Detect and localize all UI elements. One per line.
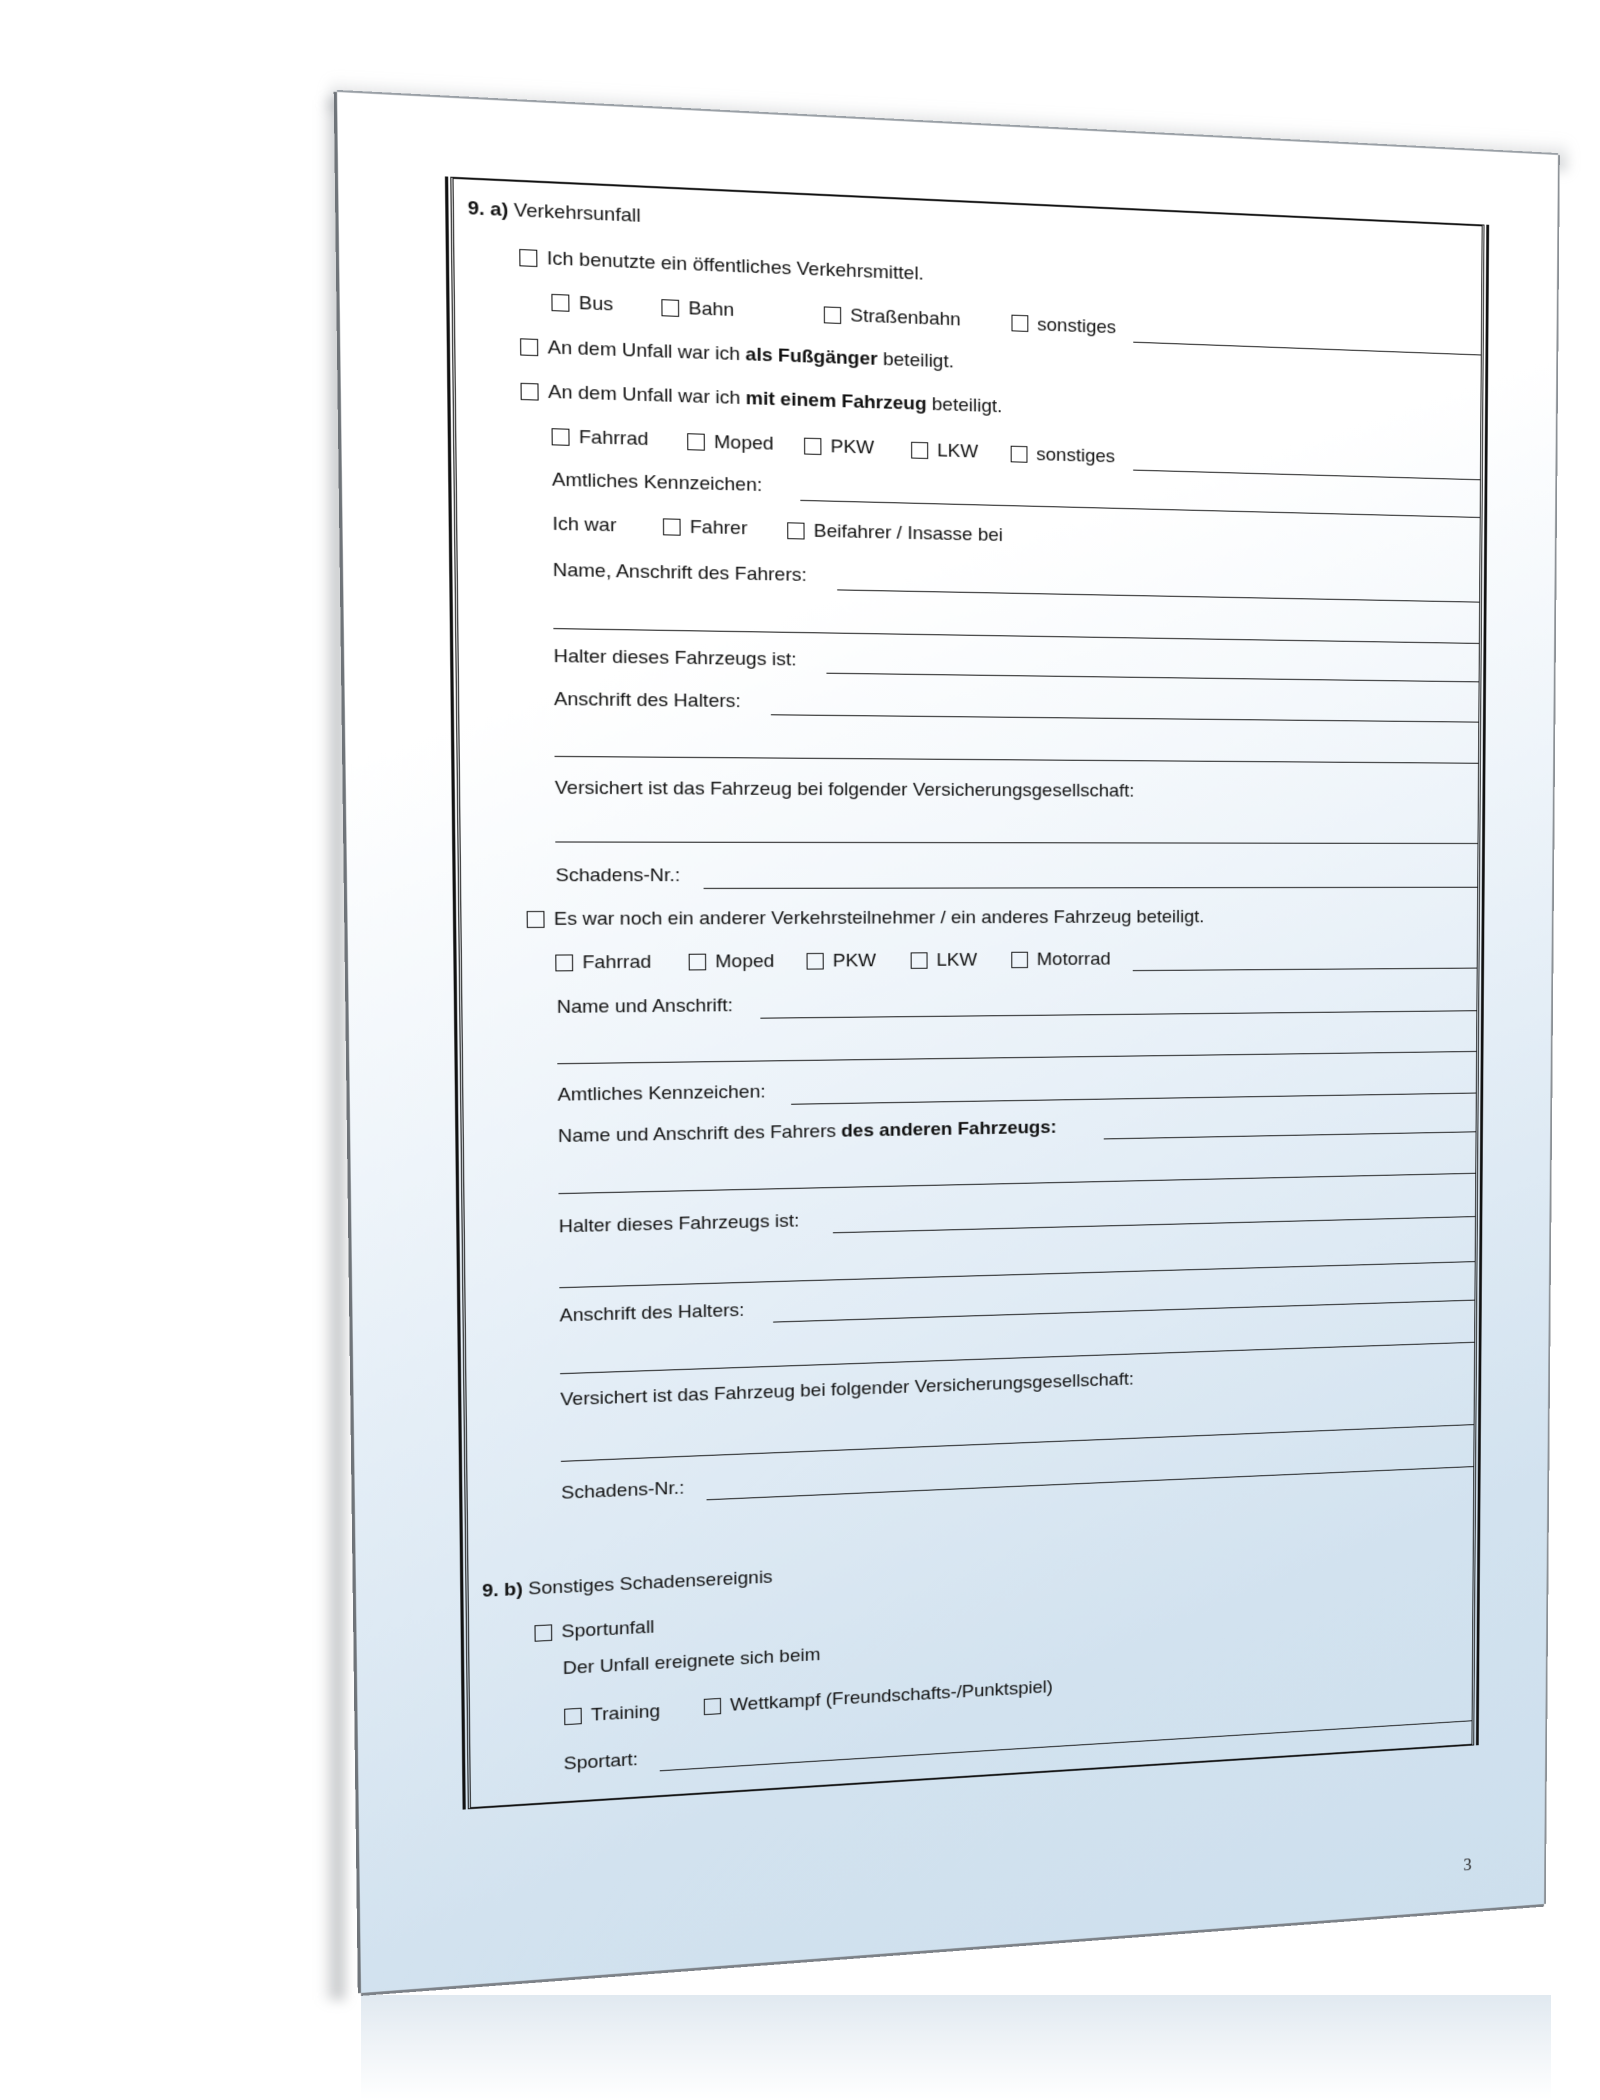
- page-reflection: [361, 1995, 1551, 2100]
- other-fahrrad-checkbox[interactable]: [555, 954, 573, 971]
- bahn-label: Bahn: [688, 298, 735, 321]
- vehicle-fahrrad-label: Fahrrad: [578, 426, 649, 451]
- competition-checkbox[interactable]: [704, 1698, 721, 1715]
- vehicle-checkbox[interactable]: [521, 383, 539, 401]
- role-label: Ich war: [552, 513, 617, 537]
- vehicle-pkw-checkbox[interactable]: [804, 438, 821, 455]
- sport-type-label: Sportart:: [563, 1749, 639, 1775]
- other-pkw-checkbox[interactable]: [807, 953, 824, 970]
- pedestrian-checkbox[interactable]: [520, 338, 538, 356]
- other-claim-label: Schadens-Nr.:: [561, 1478, 685, 1504]
- vehicle-lkw-checkbox[interactable]: [911, 442, 928, 459]
- other-moped-label: Moped: [715, 951, 775, 973]
- other-holder-address-label: Anschrift des Halters:: [559, 1300, 745, 1327]
- other-insurance-label: Versichert ist das Fahrzeug bei folgender Versicherungsgesellschaft:: [560, 1369, 1134, 1411]
- insurance-label: Versichert ist das Fahrzeug bei folgender Versicherungsgesellschaft:: [554, 777, 1135, 802]
- sport-accident-label: Sportunfall: [561, 1617, 655, 1643]
- bus-label: Bus: [578, 292, 614, 316]
- other-pkw-label: PKW: [832, 950, 877, 972]
- other-party-label: Es war noch ein anderer Verkehrsteilnehmer / ein anderes Fahrzeug beteiligt.: [553, 907, 1205, 930]
- transport-other-checkbox[interactable]: [1011, 315, 1028, 332]
- bus-checkbox[interactable]: [551, 294, 569, 312]
- occurred-label: Der Unfall ereignete sich beim: [562, 1644, 821, 1679]
- vehicle-label: An dem Unfall war ich mit einem Fahrzeug beteiligt.: [547, 381, 1003, 418]
- training-label: Training: [590, 1701, 661, 1726]
- pedestrian-label: An dem Unfall war ich als Fußgänger beteiligt.: [547, 337, 954, 373]
- vehicle-other-label: sonstiges: [1036, 444, 1115, 468]
- document-page: [337, 92, 1558, 1993]
- form-frame: [450, 177, 1484, 1810]
- driver-option-label: Fahrer: [689, 517, 748, 540]
- passenger-checkbox[interactable]: [787, 522, 804, 539]
- section-a-number: 9. a): [467, 197, 509, 222]
- public-transport-label: Ich benutzte ein öffentliches Verkehrsmittel.: [546, 248, 924, 285]
- section-a-title: Verkehrsunfall: [513, 199, 641, 227]
- vehicle-other-checkbox[interactable]: [1011, 446, 1028, 463]
- other-holder-label: Halter dieses Fahrzeugs ist:: [558, 1210, 800, 1238]
- bahn-checkbox[interactable]: [661, 299, 679, 317]
- other-moped-checkbox[interactable]: [689, 954, 707, 971]
- vehicle-fahrrad-checkbox[interactable]: [552, 428, 570, 446]
- other-driver-label: Name und Anschrift des Fahrers des anderen Fahrzeugs:: [557, 1117, 1057, 1147]
- vehicle-moped-checkbox[interactable]: [687, 433, 705, 450]
- other-lkw-checkbox[interactable]: [911, 952, 928, 969]
- claim-label: Schadens-Nr.:: [555, 865, 681, 887]
- other-name-label: Name und Anschrift:: [556, 995, 734, 1018]
- strassenbahn-checkbox[interactable]: [824, 306, 841, 324]
- holder-address-label: Anschrift des Halters:: [553, 689, 741, 713]
- other-fahrrad-label: Fahrrad: [582, 952, 652, 974]
- driver-checkbox[interactable]: [663, 518, 681, 535]
- section-b-title: Sonstiges Schadensereignis: [528, 1567, 773, 1600]
- page-number: 3: [1463, 1855, 1472, 1875]
- other-plate-label: Amtliches Kennzeichen:: [557, 1081, 766, 1106]
- other-lkw-label: LKW: [936, 950, 978, 971]
- strassenbahn-label: Straßenbahn: [850, 305, 961, 331]
- driver-name-label: Name, Anschrift des Fahrers:: [552, 559, 807, 586]
- section-b-number: 9. b): [482, 1579, 523, 1602]
- other-party-checkbox[interactable]: [527, 911, 545, 928]
- plate-label: Amtliches Kennzeichen:: [551, 469, 763, 496]
- training-checkbox[interactable]: [564, 1708, 582, 1725]
- vehicle-lkw-label: LKW: [937, 440, 979, 463]
- transport-other-label: sonstiges: [1037, 314, 1117, 339]
- other-motorrad-label: Motorrad: [1036, 949, 1111, 970]
- public-transport-checkbox[interactable]: [519, 249, 537, 267]
- competition-label: Wettkampf (Freundschafts-/Punktspiel): [729, 1677, 1053, 1716]
- holder-label: Halter dieses Fahrzeugs ist:: [553, 646, 797, 671]
- vehicle-pkw-label: PKW: [830, 436, 875, 459]
- sport-accident-checkbox[interactable]: [534, 1624, 552, 1641]
- vehicle-moped-label: Moped: [713, 432, 774, 455]
- other-motorrad-checkbox[interactable]: [1011, 952, 1028, 968]
- passenger-option-label: Beifahrer / Insasse bei: [813, 520, 1003, 546]
